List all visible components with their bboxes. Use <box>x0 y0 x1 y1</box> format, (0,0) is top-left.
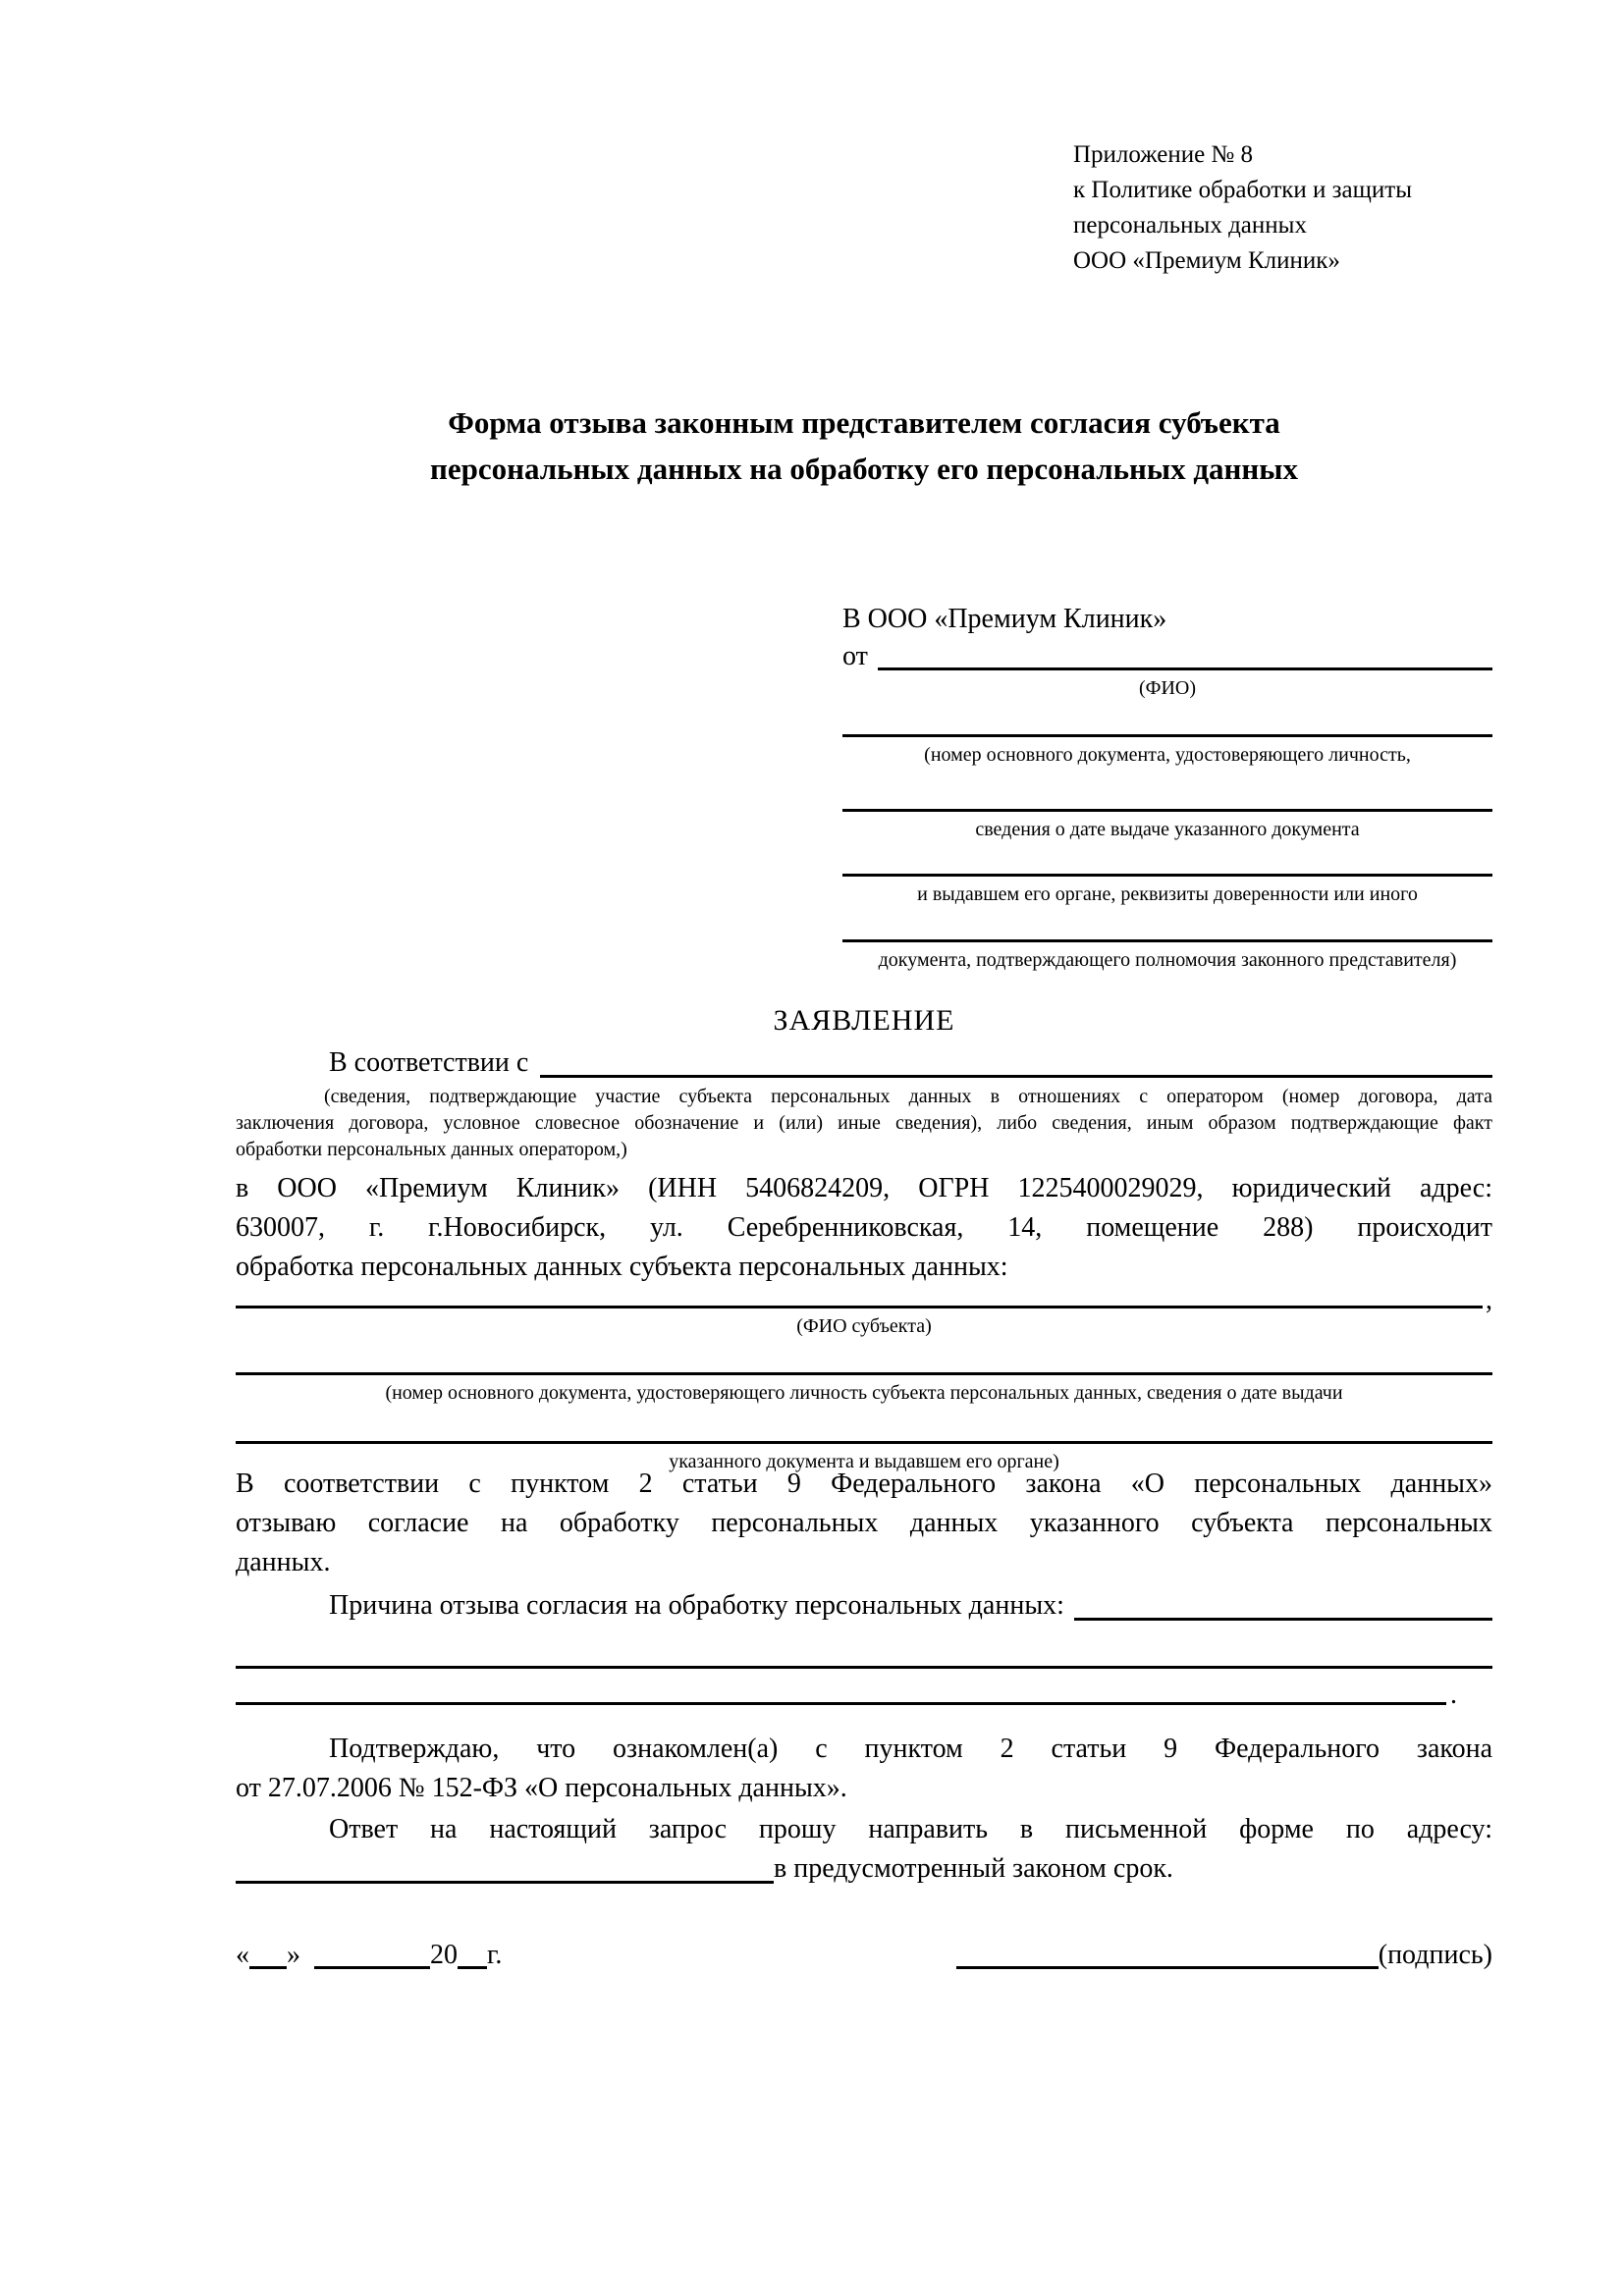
intro-prefix: В соответствии с <box>329 1047 529 1078</box>
document-title-line: персональных данных на обработку его персональных данных <box>430 452 1298 486</box>
from-label: от <box>842 641 868 671</box>
reason-blank-line <box>1074 1586 1492 1621</box>
confirm-line-2: от 27.07.2006 № 152-ФЗ «О персональных данных». <box>236 1773 847 1803</box>
recipient-block <box>842 601 1492 973</box>
subject-fio-caption: (ФИО субъекта) <box>796 1315 932 1337</box>
address-blank-line <box>236 1849 774 1884</box>
reason-blank-row-3 <box>236 1679 1492 1710</box>
intro-caption <box>236 1084 1492 1163</box>
reason-blank-block <box>236 1645 1492 1710</box>
operator-paragraph-line-3: обработка персональных данных субъекта персональных данных: <box>236 1252 1008 1282</box>
intro-caption-line-1: (сведения, подтверждающие участие субъекта персональных данных в отношениях с оператором (номер договора, дата <box>324 1086 1492 1107</box>
operator-paragraph-line-1: в ООО «Премиум Клиник» (ИНН 5406824209, ОГРН 1225400029029, юридический адрес: <box>236 1173 1492 1203</box>
document-title <box>236 400 1492 492</box>
subject-doc-line-1 <box>236 1372 1492 1375</box>
appendix-note-line: персональных данных <box>1073 212 1307 239</box>
appendix-note-line: к Политике обработки и защиты <box>1073 177 1413 203</box>
appendix-note-line: Приложение № 8 <box>1073 141 1254 168</box>
footer-row <box>236 1936 1492 1975</box>
doc-field-caption-3: и выдавшем его органе, реквизиты доверенности или иного <box>917 883 1418 905</box>
withdraw-paragraph-line-3: данных. <box>236 1547 331 1577</box>
date-month-blank <box>314 1966 430 1969</box>
doc-field-line-4 <box>842 939 1492 942</box>
subject-fields <box>236 1286 1492 1474</box>
intro-row <box>236 1043 1492 1083</box>
intro-caption-line-2: заключения договора, условное словесное обозначение и (или) иные сведения), либо сведения, иным образом подтверждающие факт <box>236 1112 1492 1134</box>
date-close-quote: » <box>287 1940 300 1970</box>
subject-fio-row <box>236 1285 1492 1315</box>
reason-row <box>236 1586 1492 1626</box>
period: . <box>1450 1680 1457 1710</box>
subject-doc-caption-1: (номер основного документа, удостоверяющего личность субъекта персональных данных, сведения о дате выдачи <box>385 1382 1343 1404</box>
confirm-line-1: Подтверждаю, что ознакомлен(а) с пунктом 2 статьи 9 Федерального закона <box>329 1734 1492 1764</box>
date-year-prefix: 20 <box>430 1940 458 1970</box>
response-line: Ответ на настоящий запрос прошу направить в письменной форме по адресу: <box>329 1814 1492 1844</box>
subject-fio-line <box>236 1286 1483 1308</box>
withdraw-paragraph-line-2: отзываю согласие на обработку персональных данных указанного субъекта персональных <box>236 1508 1492 1538</box>
date-year-blank <box>458 1966 487 1969</box>
response-suffix: в предусмотренный законом срок. <box>774 1853 1173 1884</box>
intro-blank-line <box>540 1043 1492 1078</box>
date-day-blank <box>249 1966 287 1969</box>
reason-blank-line-2 <box>236 1645 1492 1669</box>
confirm-paragraph <box>236 1730 1492 1808</box>
date-year-suffix: г. <box>487 1940 503 1970</box>
response-paragraph <box>236 1810 1492 1889</box>
subject-doc-caption-2: указанного документа и выдавшем его органе) <box>669 1451 1059 1472</box>
reason-label: Причина отзыва согласия на обработку персональных данных: <box>329 1590 1064 1621</box>
signature-caption: (подпись) <box>1378 1940 1492 1970</box>
statement-heading: ЗАЯВЛЕНИЕ <box>773 1004 955 1037</box>
appendix-note <box>1073 137 1412 279</box>
doc-field-line-1 <box>842 734 1492 737</box>
date-open-quote: « <box>236 1940 249 1970</box>
from-blank-line <box>878 638 1492 670</box>
doc-field-caption-4: документа, подтверждающего полномочия законного представителя) <box>878 949 1457 971</box>
signature-blank-line <box>956 1966 1379 1969</box>
operator-paragraph-line-2: 630007, г. г.Новосибирск, ул. Серебренниковская, 14, помещение 288) происходит <box>236 1212 1492 1243</box>
comma: , <box>1486 1285 1492 1315</box>
doc-field-caption-2: сведения о дате выдаче указанного документа <box>975 819 1360 840</box>
reason-blank-line-3 <box>236 1679 1446 1705</box>
address-row <box>236 1849 1492 1889</box>
subject-doc-line-2 <box>236 1441 1492 1444</box>
appendix-note-line: ООО «Премиум Клиник» <box>1073 247 1340 274</box>
withdraw-paragraph <box>236 1465 1492 1582</box>
withdraw-paragraph-line-1: В соответствии с пунктом 2 статьи 9 Федерального закона «О персональных данных» <box>236 1468 1492 1499</box>
date-group <box>236 1936 502 1975</box>
doc-field-line-3 <box>842 874 1492 877</box>
doc-field-caption-1: (номер основного документа, удостоверяющего личность, <box>924 744 1411 766</box>
recipient-organization: В ООО «Премиум Клиник» <box>842 604 1167 634</box>
document-title-line: Форма отзыва законным представителем согласия субъекта <box>448 405 1280 440</box>
operator-paragraph <box>236 1169 1492 1287</box>
from-row <box>842 638 1492 675</box>
fio-caption: (ФИО) <box>1138 677 1196 699</box>
intro-caption-line-3: обработки персональных данных оператором,) <box>236 1139 627 1160</box>
doc-field-line-2 <box>842 809 1492 812</box>
signature-group <box>956 1936 1492 1975</box>
